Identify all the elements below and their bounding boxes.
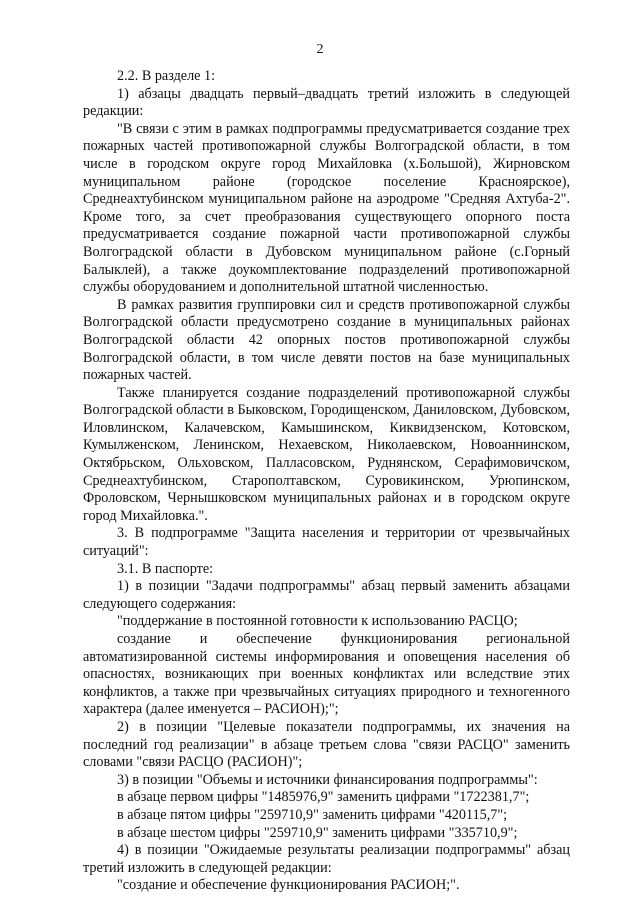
paragraph: 4) в позиции "Ожидаемые результаты реализации подпрограммы" абзац третий изложить в следующей редакции:: [83, 842, 570, 876]
document-body: [83, 68, 570, 895]
paragraph: 2.2. В разделе 1:: [117, 68, 216, 84]
paragraph: "В связи с этим в рамках подпрограммы предусматривается создание трех пожарных частей противопожарной службы Волгоградской области, в том числе в городском округе город Михайловка (х.Большой), Жирновском муниципальном районе (городское поселение Красноярское), Среднеахтубинском муниципальном районе на аэродроме "Средняя Ахтуба-2". Кроме того, за счет преобразования существующего опорного поста предусматривается создание пожарной части противопожарной службы Волгоградской области в Дубовском муниципальном районе (с.Горный Балыклей), а также доукомплектование подразделений противопожарной службы оборудованием и дополнительной штатной численностью.: [83, 120, 570, 296]
paragraph: 1) абзацы двадцать первый–двадцать третий изложить в следующей редакции:: [83, 85, 570, 120]
paragraph: в абзаце пятом цифры "259710,9" заменить цифрами "420115,7";: [117, 806, 508, 823]
paragraph: Также планируется создание подразделений противопожарной службы Волгоградской области в Быковском, Городищенском, Даниловском, Дубовском, Иловлинском, Калачевском, Камышинском, Киквидзенском, Котовском, Кумылженском, Ленинском, Нехаевском, Николаевском, Новоаннинском, Октябрьском, Ольховском, Палласовском, Руднянском, Серафимовичском, Среднеахтубинском, Старополтавском, Суровикинском, Урюпинском, Фроловском, Чернышковском муниципальных районах и в городском округе город Михайловка.".: [83, 384, 570, 524]
paragraph: 2) в позиции "Целевые показатели подпрограммы, их значения на последний год реализации" в абзаце третьем слова "связи РАСЦО" заменить словами "связи РАСЦО (РАСИОН)";: [83, 718, 570, 771]
paragraph: в абзаце шестом цифры "259710,9" заменить цифрами "335710,9";: [117, 824, 518, 841]
paragraph: "создание и обеспечение функционирования РАСИОН;".: [117, 877, 460, 894]
paragraph: создание и обеспечение функционирования региональной автоматизированной системы информирования и оповещения населения об опасностях, возникающих при военных конфликтах или вследствие этих конфликтов, а также при чрезвычайных ситуациях природного и техногенного характера (далее именуется – РАСИОН);";: [83, 631, 570, 718]
page-number: 2: [316, 42, 324, 57]
paragraph: 1) в позиции "Задачи подпрограммы" абзац первый заменить абзацами следующего содержания:: [83, 578, 570, 612]
paragraph: в абзаце первом цифры "1485976,9" заменить цифрами "1722381,7";: [117, 789, 530, 806]
paragraph: 3. В подпрограмме "Защита населения и территории от чрезвычайных ситуаций":: [83, 525, 570, 560]
paragraph: 3) в позиции "Объемы и источники финансирования подпрограммы":: [117, 771, 538, 788]
paragraph: "поддержание в постоянной готовности к использованию РАСЦО;: [117, 613, 518, 630]
paragraph: В рамках развития группировки сил и средств противопожарной службы Волгоградской области предусмотрено создание в муниципальных районах Волгоградской области 42 опорных постов противопожарной службы Волгоградской области, в том числе девяти постов на базе муниципальных пожарных частей.: [83, 296, 570, 384]
paragraph: 3.1. В паспорте:: [117, 560, 214, 577]
